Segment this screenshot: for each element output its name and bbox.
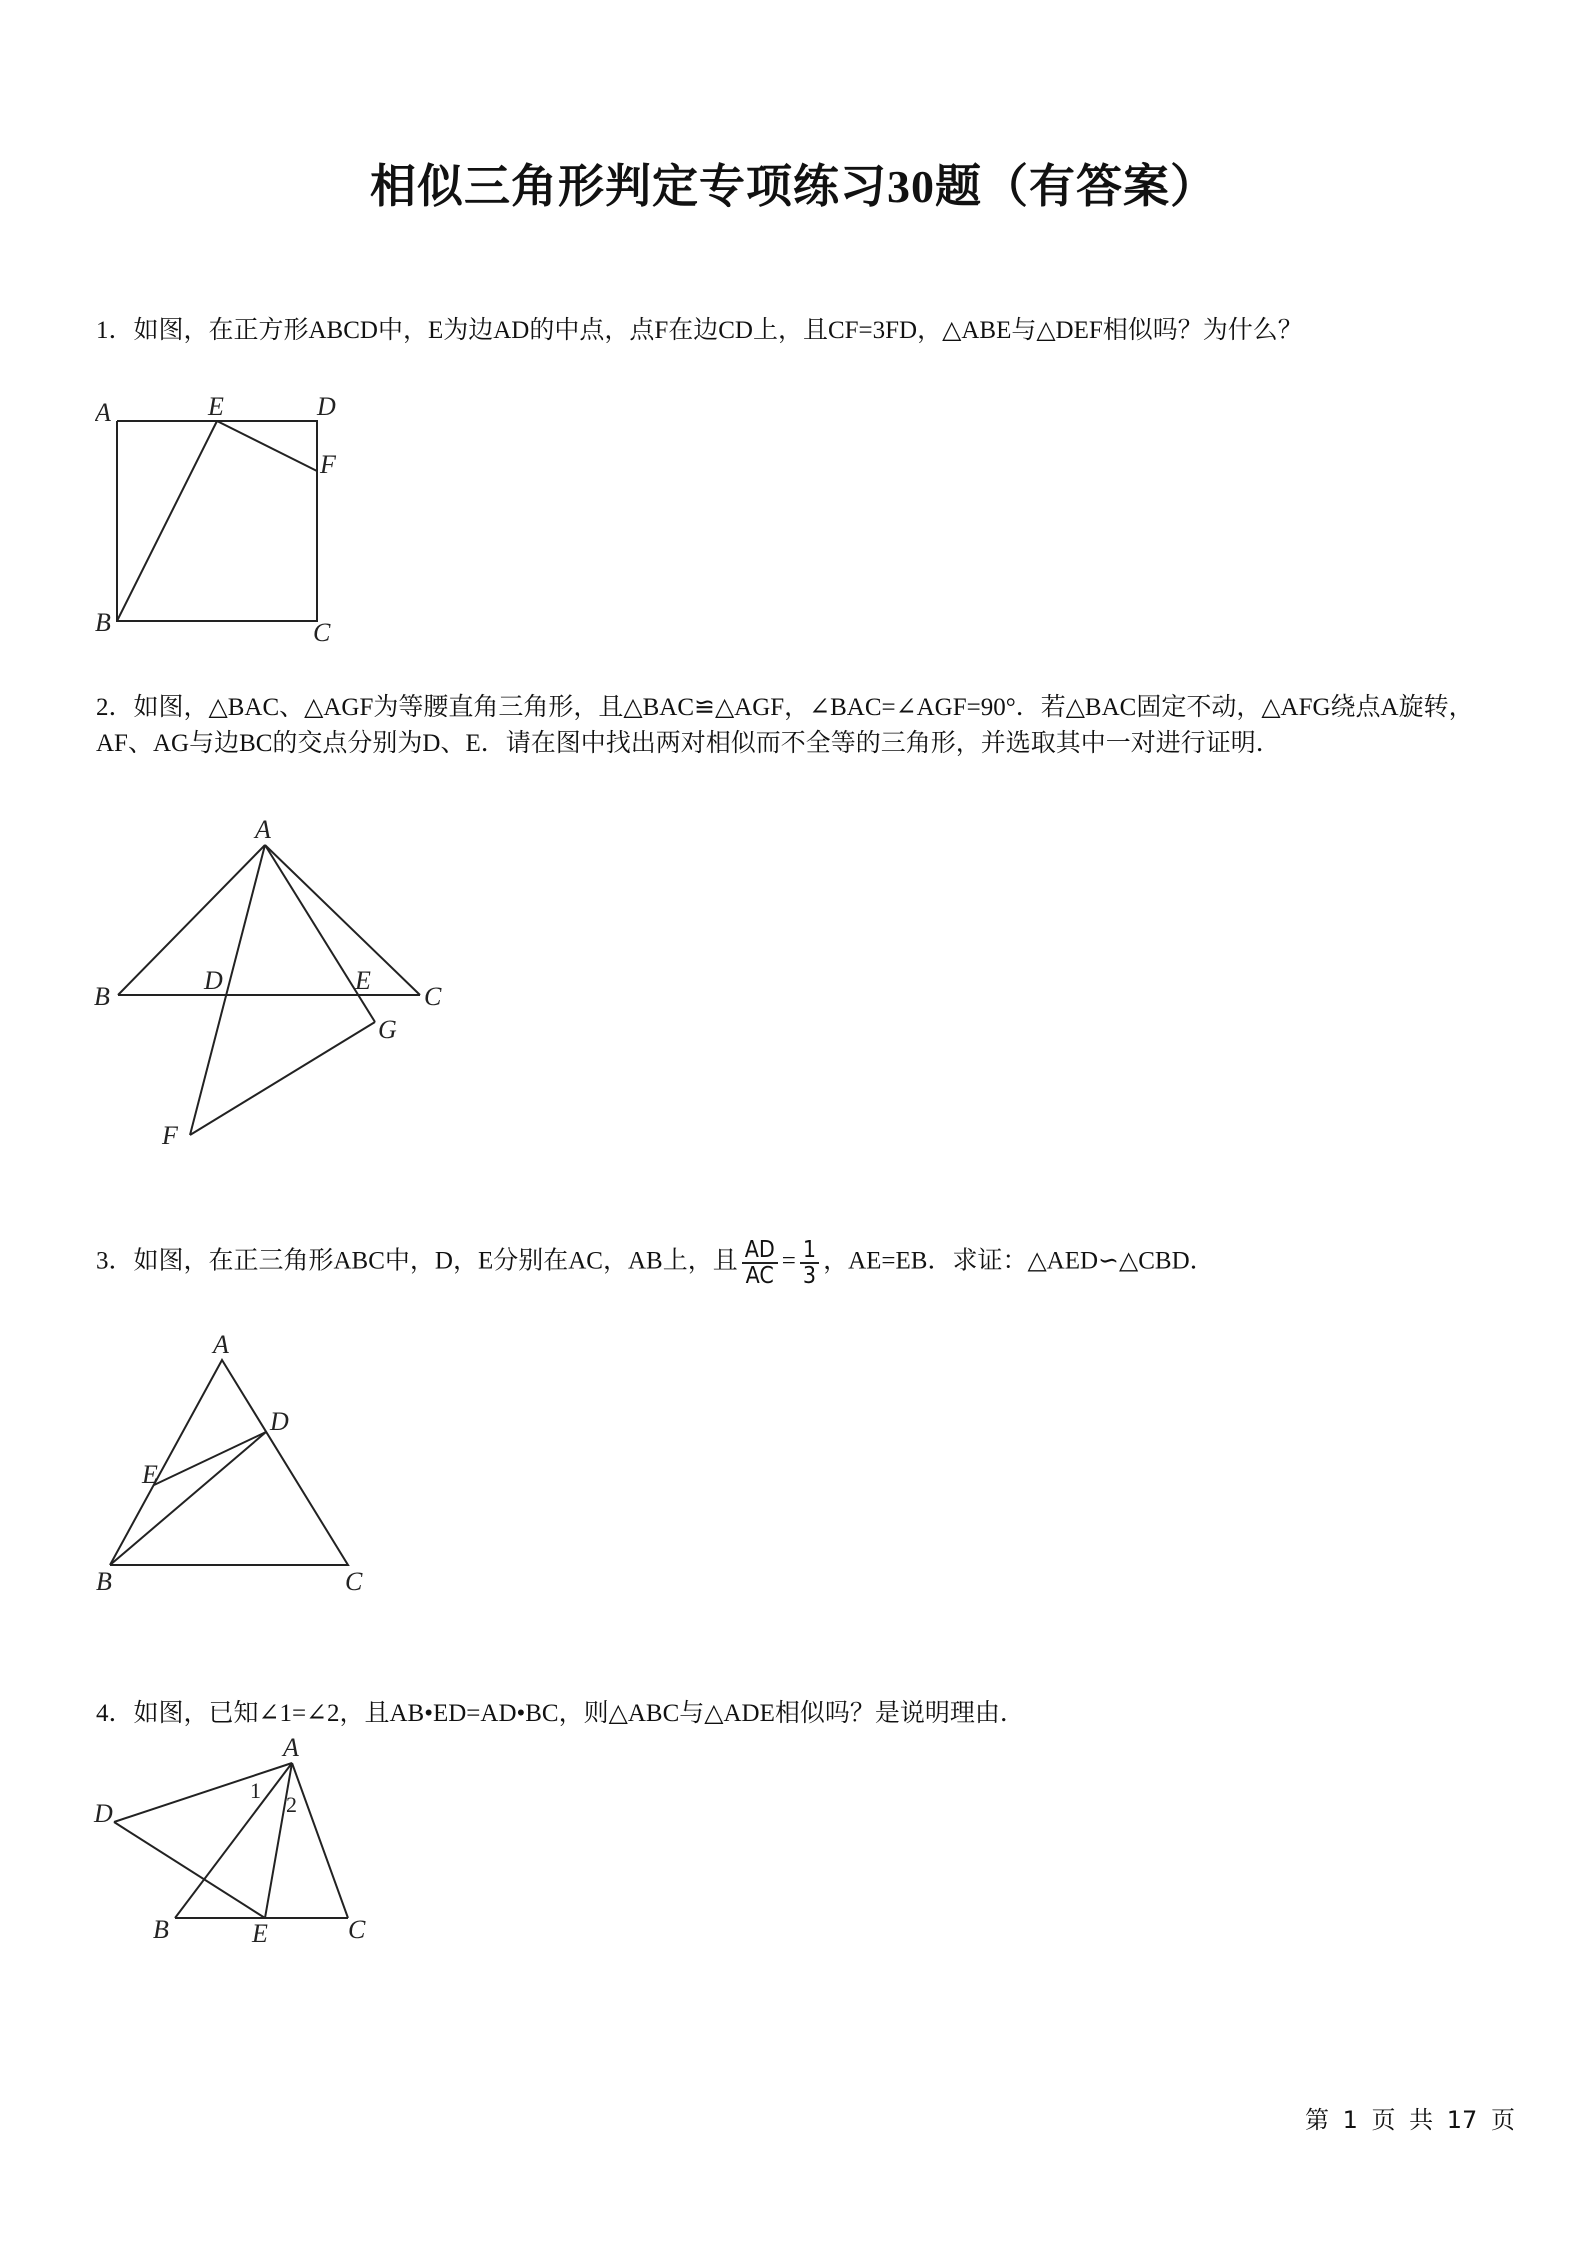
fraction2-denominator: 3 bbox=[802, 1263, 817, 1289]
question-4-text: 4．如图，已知∠1=∠2，且AB•ED=AD•BC，则△ABC与△ADE相似吗？是说明理由． bbox=[96, 1700, 1025, 1727]
label-angle-2: 2 bbox=[286, 1792, 297, 1817]
label-b: B bbox=[95, 608, 111, 637]
fraction-denominator: AC bbox=[745, 1263, 774, 1289]
label-b: B bbox=[94, 982, 110, 1011]
question-3-text-after: ，AE=EB．求证：△AED∽△CBD． bbox=[823, 1247, 1215, 1275]
fraction-numerator: AD bbox=[742, 1238, 778, 1264]
segment-bd bbox=[110, 1432, 266, 1565]
label-d: D bbox=[317, 395, 336, 421]
segment-ef bbox=[217, 421, 317, 471]
segment-ab bbox=[118, 845, 265, 995]
equals-sign: = bbox=[781, 1247, 796, 1275]
label-a: A bbox=[255, 815, 271, 844]
segment-ac bbox=[292, 1763, 348, 1918]
page-title: 相似三角形判定专项练习30题（有答案） bbox=[370, 161, 1217, 212]
question-3-text-before: 3．如图，在正三角形ABC中，D，E分别在AC，AB上，且 bbox=[96, 1247, 738, 1275]
label-e: E bbox=[208, 395, 224, 421]
segment-af bbox=[190, 845, 265, 1135]
label-f: F bbox=[320, 450, 336, 479]
label-c: C bbox=[424, 982, 442, 1011]
question-1-text: 1．如图，在正方形ABCD中，E为边AD的中点，点F在边CD上，且CF=3FD，△ABE与△DEF相似吗？为什么？ bbox=[96, 317, 1303, 344]
label-c: C bbox=[348, 1915, 366, 1944]
label-a: A bbox=[95, 398, 111, 427]
figure-rotated-triangles bbox=[90, 810, 460, 1150]
label-a: A bbox=[213, 1330, 229, 1359]
square-abcd bbox=[117, 421, 317, 621]
label-e: E bbox=[355, 966, 371, 995]
figure-angles-triangles bbox=[90, 1730, 390, 1950]
segment-fg bbox=[190, 1022, 375, 1135]
label-d: D bbox=[204, 966, 223, 995]
fraction2-numerator: 1 bbox=[800, 1238, 819, 1264]
label-d: D bbox=[94, 1799, 113, 1828]
label-f: F bbox=[162, 1121, 178, 1150]
ratio-formula bbox=[738, 1238, 823, 1288]
label-b: B bbox=[153, 1915, 169, 1944]
segment-da bbox=[114, 1763, 292, 1822]
question-2-text: 2．如图，△BAC、△AGF为等腰直角三角形，且△BAC≌△AGF，∠BAC=∠AGF=90°．若△BAC固定不动，△AFG绕点A旋转，AF、AG与边BC的交点分别为D、E．请在图中找出两对相似而不全等的三角形，并选取其中一对进行证明． bbox=[96, 694, 1474, 757]
label-b: B bbox=[96, 1567, 112, 1596]
label-g: G bbox=[378, 1015, 397, 1044]
label-a: A bbox=[283, 1733, 299, 1762]
label-angle-1: 1 bbox=[250, 1778, 261, 1803]
label-c: C bbox=[345, 1567, 363, 1596]
label-c: C bbox=[313, 618, 331, 647]
label-e: E bbox=[252, 1919, 268, 1948]
question-3-text bbox=[96, 1238, 1496, 1288]
segment-ab bbox=[175, 1763, 292, 1918]
segment-ac bbox=[265, 845, 420, 995]
segment-ed bbox=[154, 1432, 266, 1485]
segment-be bbox=[117, 421, 217, 621]
figure-square-abcd bbox=[95, 395, 355, 655]
label-d: D bbox=[270, 1407, 289, 1436]
page-number-footer: 第 1 页 共 17 页 bbox=[1305, 2106, 1515, 2134]
segment-de bbox=[114, 1822, 265, 1918]
segment-ae bbox=[265, 1763, 292, 1918]
label-e: E bbox=[142, 1460, 158, 1489]
figure-equilateral-triangle bbox=[90, 1325, 390, 1605]
